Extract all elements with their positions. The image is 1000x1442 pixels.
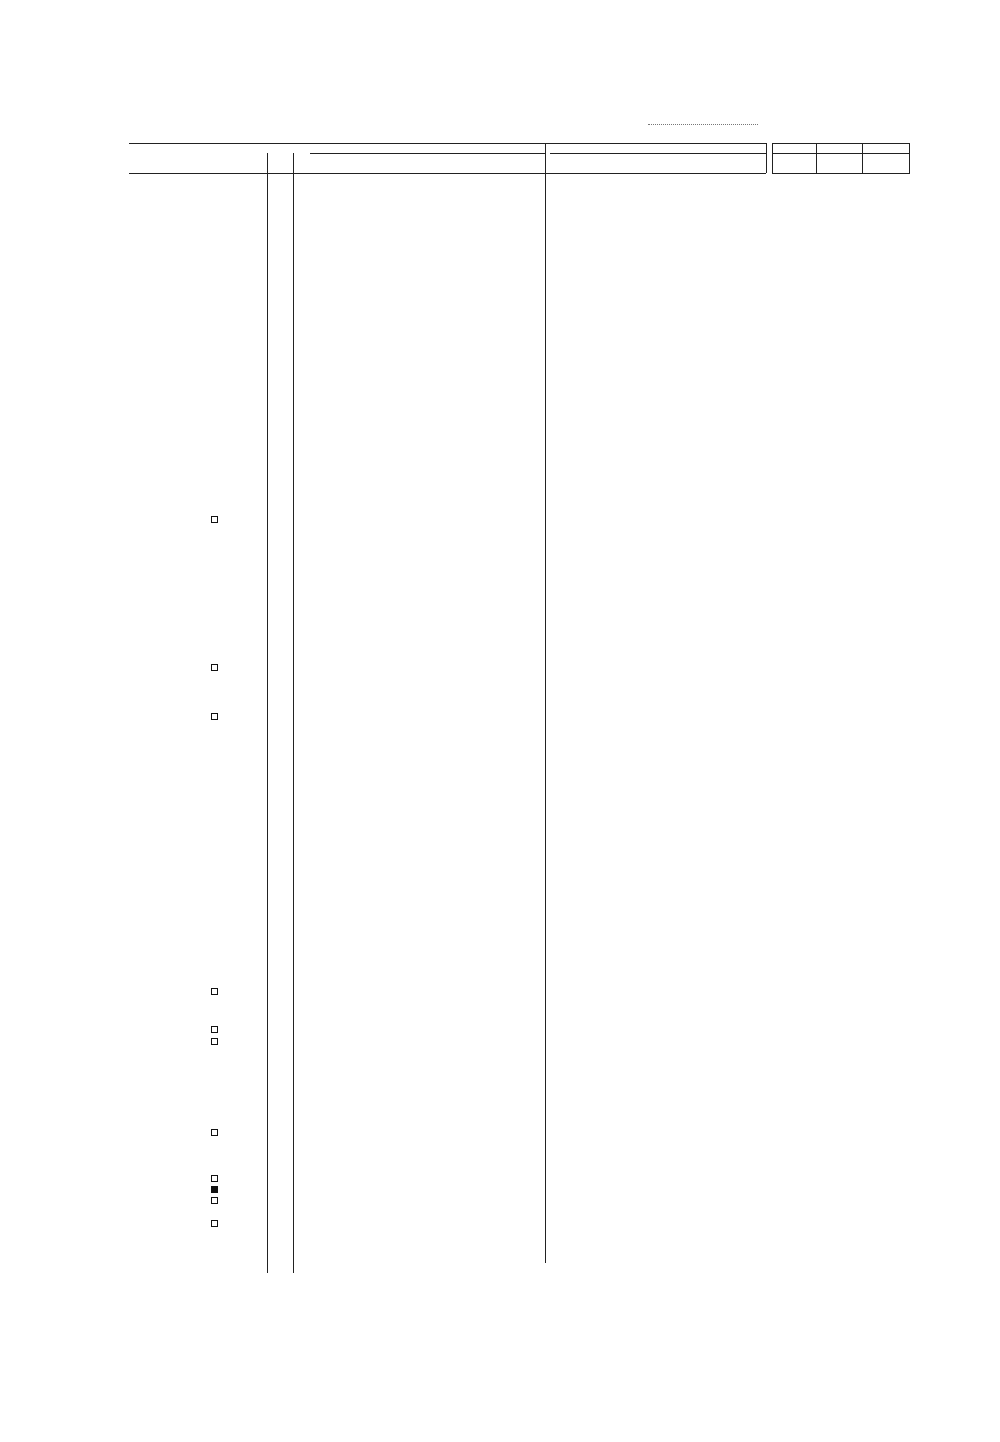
- header-subrule-12: [310, 153, 545, 154]
- vline-x-start: [772, 143, 773, 173]
- header-bottom-rule-right: [772, 173, 910, 174]
- open-square-icon: [211, 988, 218, 995]
- open-square-icon: [211, 1129, 218, 1136]
- header-subrule-15: [550, 153, 766, 154]
- open-square-icon: [211, 1038, 218, 1045]
- open-square-icon: [211, 1197, 218, 1204]
- filled-square-icon: [211, 1186, 218, 1193]
- vline-15-end: [766, 143, 767, 173]
- vline-12-end: [545, 143, 546, 1263]
- open-square-icon: [211, 516, 218, 523]
- vline-iii: [293, 153, 294, 1273]
- header-subrule-right: [772, 153, 910, 154]
- open-square-icon: [211, 1175, 218, 1182]
- table-top-rule-right: [772, 143, 910, 144]
- date-underline: [648, 124, 758, 125]
- vline-x1: [816, 143, 817, 173]
- open-square-icon: [211, 664, 218, 671]
- vline-hoehe: [267, 153, 268, 1273]
- header-bottom-rule: [129, 173, 766, 174]
- table-top-rule: [129, 143, 766, 144]
- vline-x3: [909, 143, 910, 173]
- open-square-icon: [211, 713, 218, 720]
- open-square-icon: [211, 1026, 218, 1033]
- vline-x2: [862, 143, 863, 173]
- open-square-icon: [211, 1220, 218, 1227]
